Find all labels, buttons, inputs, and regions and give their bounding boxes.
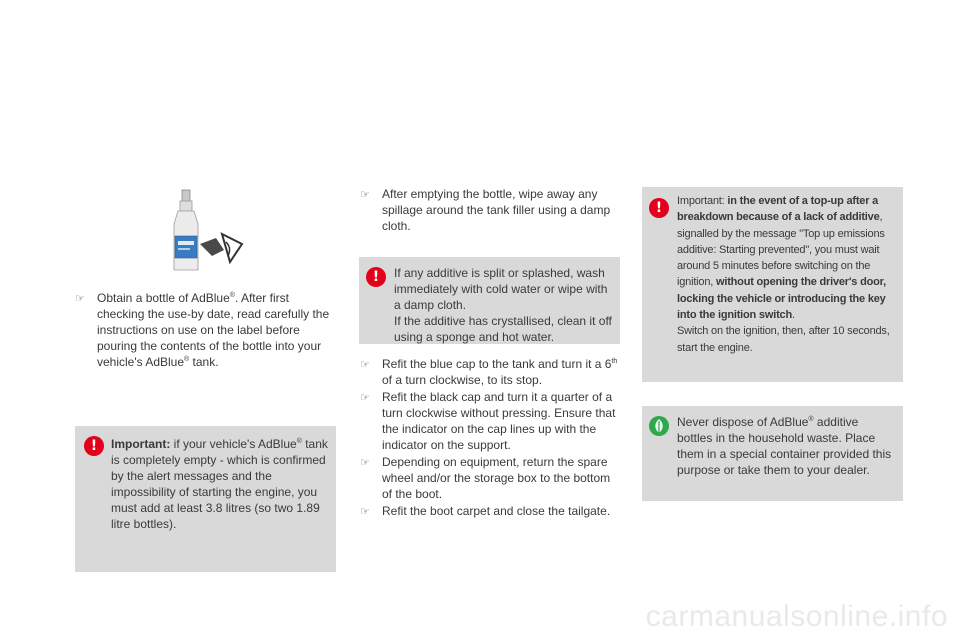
watermark: carmanualsonline.info: [645, 600, 948, 633]
pointing-hand-icon: ☞: [360, 358, 370, 371]
return-spare-wheel-step: ☞ Depending on equipment, return the spare wheel and/or the storage box to the bottom of the boot.: [360, 455, 611, 501]
wipe-spillage-instruction: ☞ After emptying the bottle, wipe away any spillage around the tank filler using a damp cloth.: [360, 187, 611, 233]
important-topup-box: ! Important: in the event of a top-up after a breakdown because of a lack of additive, signalled by the message "Top up emissions additive: Starting prevented", you must wait around 5 minutes before switching on the ignition, without opening the driver's door, locking the vehicle or introducing the key into the ignition switch. Switch on the ignition, then, after 10 seconds, start the engine.: [642, 187, 903, 382]
warning-icon: !: [84, 436, 104, 456]
refit-boot-carpet-step: ☞ Refit the boot carpet and close the tailgate.: [360, 504, 611, 518]
warning-icon: !: [366, 267, 386, 287]
splash-warning-box: ! If any additive is split or splashed, wash immediately with cold water or wipe with a damp cloth. If the additive has crystallised, clean it off using a sponge and hot water.: [359, 257, 620, 344]
refit-steps-list: [360, 356, 622, 519]
leaf-icon: [649, 416, 669, 436]
refit-black-cap-step: ☞ Refit the black cap and turn it a quarter of a turn clockwise without pressing. Ensure that the indicator on the cap lines up with the indicator on the support.: [360, 390, 616, 452]
pointing-hand-icon: ☞: [75, 292, 85, 305]
pointing-hand-icon: ☞: [360, 456, 370, 469]
obtain-bottle-instruction: ☞ Obtain a bottle of AdBlue®. After first checking the use-by date, read carefully the instructions on use on the label before pouring the contents of the bottle into your vehicle's AdBlue® tank.: [75, 291, 330, 369]
pointing-hand-icon: ☞: [360, 188, 370, 201]
pointing-hand-icon: ☞: [360, 391, 370, 404]
refit-blue-cap-step: ☞ Refit the blue cap to the tank and turn it a 6th of a turn clockwise, to its stop.: [360, 357, 618, 387]
adblue-bottle-illustration: [168, 186, 248, 274]
warning-icon: !: [649, 198, 669, 218]
disposal-eco-box: Never dispose of AdBlue® additive bottles in the household waste. Place them in a special container provided this purpose or take them to your dealer.: [642, 406, 903, 501]
pointing-hand-icon: ☞: [360, 505, 370, 518]
important-empty-tank-box: ! Important: if your vehicle's AdBlue® tank is completely empty - which is confirmed by the alert messages and the impossibility of starting the engine, you must add at least 3.8 litres (so two 1.89 litre bottles).: [75, 426, 336, 572]
